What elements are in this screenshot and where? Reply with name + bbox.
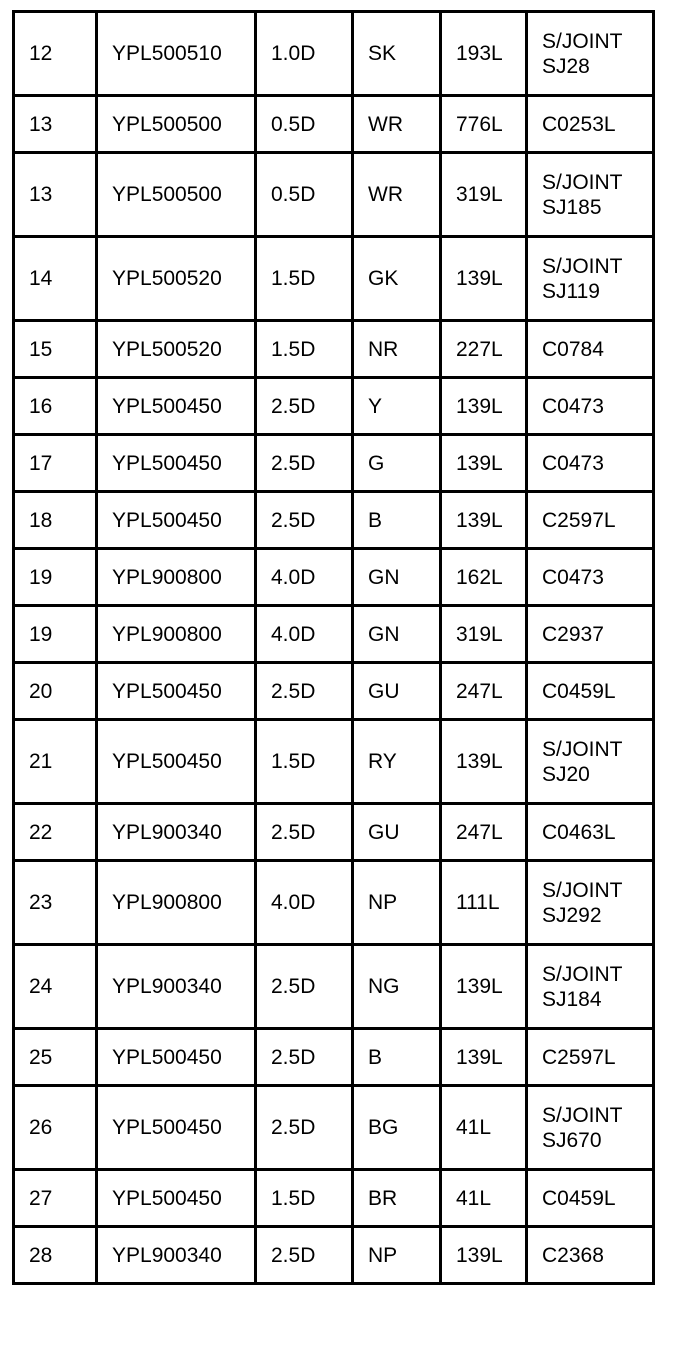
cell-destination [527,1029,654,1086]
cell-destination [527,663,654,720]
cell-wire-color: NP [353,1227,441,1284]
cell-part-number: YPL500450 [97,663,256,720]
cell-wire-length: 41L [441,1086,527,1170]
destination-line: C0473 [542,565,604,589]
destination-line: C0253L [542,112,616,136]
destination-line: SJ20 [542,762,590,786]
cell-wire-size: 2.5D [256,663,353,720]
cell-wire-size: 1.5D [256,237,353,321]
cell-wire-size: 4.0D [256,606,353,663]
cell-wire-color: WR [353,96,441,153]
cell-wire-length: 162L [441,549,527,606]
table-row [14,945,654,1029]
wire-list-table [12,10,655,1285]
destination-line: SJ184 [542,987,602,1011]
cell-destination [527,492,654,549]
destination-line: S/JOINT [542,1103,623,1127]
cell-destination [527,549,654,606]
cell-destination [527,1086,654,1170]
cell-circuit-number: 14 [14,237,97,321]
destination-line: C0784 [542,337,604,361]
cell-wire-size: 2.5D [256,1029,353,1086]
destination-line: SJ670 [542,1128,602,1152]
cell-wire-length: 193L [441,12,527,96]
cell-wire-length: 111L [441,861,527,945]
table-row [14,237,654,321]
cell-circuit-number: 18 [14,492,97,549]
cell-wire-color: BR [353,1170,441,1227]
destination-line: C2368 [542,1243,604,1267]
cell-destination [527,12,654,96]
cell-part-number: YPL900800 [97,861,256,945]
cell-wire-color: RY [353,720,441,804]
cell-wire-size: 2.5D [256,945,353,1029]
cell-wire-color: G [353,435,441,492]
cell-part-number: YPL900800 [97,606,256,663]
table-row [14,720,654,804]
table-row [14,861,654,945]
cell-wire-color: NG [353,945,441,1029]
destination-line: C2937 [542,622,604,646]
table-row [14,1170,654,1227]
cell-part-number: YPL500520 [97,237,256,321]
cell-circuit-number: 25 [14,1029,97,1086]
cell-part-number: YPL500450 [97,1086,256,1170]
cell-destination [527,96,654,153]
cell-part-number: YPL500520 [97,321,256,378]
cell-circuit-number: 16 [14,378,97,435]
cell-part-number: YPL500500 [97,96,256,153]
table-row [14,1086,654,1170]
table-row [14,153,654,237]
cell-circuit-number: 19 [14,549,97,606]
destination-line: C0473 [542,451,604,475]
table-row [14,1227,654,1284]
cell-wire-length: 319L [441,606,527,663]
table-row [14,606,654,663]
cell-circuit-number: 12 [14,12,97,96]
table-row [14,804,654,861]
cell-destination [527,321,654,378]
cell-wire-size: 2.5D [256,1227,353,1284]
cell-circuit-number: 23 [14,861,97,945]
cell-wire-length: 139L [441,945,527,1029]
cell-circuit-number: 26 [14,1086,97,1170]
cell-part-number: YPL500510 [97,12,256,96]
destination-line: C0459L [542,1186,616,1210]
cell-circuit-number: 21 [14,720,97,804]
cell-part-number: YPL500450 [97,492,256,549]
cell-circuit-number: 22 [14,804,97,861]
cell-circuit-number: 17 [14,435,97,492]
cell-wire-color: GK [353,237,441,321]
cell-part-number: YPL500500 [97,153,256,237]
table-row [14,378,654,435]
cell-circuit-number: 28 [14,1227,97,1284]
cell-wire-size: 1.5D [256,720,353,804]
cell-wire-size: 2.5D [256,492,353,549]
cell-part-number: YPL500450 [97,378,256,435]
table-row [14,1029,654,1086]
cell-wire-color: WR [353,153,441,237]
cell-wire-color: Y [353,378,441,435]
cell-wire-size: 2.5D [256,1086,353,1170]
table-row [14,96,654,153]
destination-line: S/JOINT [542,254,623,278]
cell-wire-size: 2.5D [256,378,353,435]
destination-line: SJ28 [542,54,590,78]
cell-part-number: YPL500450 [97,720,256,804]
cell-wire-color: GU [353,663,441,720]
cell-wire-length: 139L [441,435,527,492]
cell-part-number: YPL900800 [97,549,256,606]
cell-wire-length: 139L [441,237,527,321]
destination-line: SJ119 [542,279,600,303]
table-row [14,12,654,96]
cell-part-number: YPL900340 [97,804,256,861]
destination-line: S/JOINT [542,29,623,53]
cell-part-number: YPL900340 [97,1227,256,1284]
cell-wire-color: SK [353,12,441,96]
cell-wire-length: 41L [441,1170,527,1227]
cell-wire-length: 247L [441,804,527,861]
cell-destination [527,378,654,435]
cell-wire-color: GN [353,606,441,663]
cell-destination [527,720,654,804]
cell-circuit-number: 15 [14,321,97,378]
cell-part-number: YPL500450 [97,1170,256,1227]
cell-wire-size: 0.5D [256,153,353,237]
cell-circuit-number: 13 [14,153,97,237]
cell-part-number: YPL500450 [97,435,256,492]
destination-line: S/JOINT [542,170,623,194]
cell-wire-color: B [353,1029,441,1086]
cell-wire-length: 139L [441,1227,527,1284]
cell-circuit-number: 19 [14,606,97,663]
cell-destination [527,606,654,663]
cell-part-number: YPL900340 [97,945,256,1029]
cell-wire-length: 139L [441,720,527,804]
cell-part-number: YPL500450 [97,1029,256,1086]
cell-wire-color: NP [353,861,441,945]
cell-destination [527,237,654,321]
cell-wire-length: 227L [441,321,527,378]
cell-wire-size: 1.5D [256,1170,353,1227]
cell-destination [527,1170,654,1227]
cell-destination [527,804,654,861]
table-row [14,549,654,606]
table-row [14,663,654,720]
cell-destination [527,861,654,945]
cell-wire-color: BG [353,1086,441,1170]
cell-wire-length: 139L [441,378,527,435]
cell-destination [527,945,654,1029]
cell-wire-color: NR [353,321,441,378]
cell-wire-length: 139L [441,492,527,549]
destination-line: C0473 [542,394,604,418]
destination-line: SJ185 [542,195,602,219]
destination-line: S/JOINT [542,878,623,902]
cell-wire-color: GN [353,549,441,606]
destination-line: C0463L [542,820,616,844]
table-body [14,12,654,1284]
cell-wire-color: B [353,492,441,549]
cell-wire-size: 1.0D [256,12,353,96]
cell-circuit-number: 27 [14,1170,97,1227]
destination-line: S/JOINT [542,962,623,986]
table-row [14,492,654,549]
cell-wire-size: 2.5D [256,435,353,492]
table-row [14,435,654,492]
cell-wire-color: GU [353,804,441,861]
cell-wire-length: 247L [441,663,527,720]
destination-line: C0459L [542,679,616,703]
cell-circuit-number: 13 [14,96,97,153]
destination-line: S/JOINT [542,737,623,761]
destination-line: SJ292 [542,903,602,927]
cell-wire-length: 139L [441,1029,527,1086]
cell-destination [527,1227,654,1284]
destination-line: C2597L [542,508,616,532]
cell-destination [527,435,654,492]
destination-line: C2597L [542,1045,616,1069]
cell-destination [527,153,654,237]
table-row [14,321,654,378]
cell-wire-size: 4.0D [256,549,353,606]
cell-wire-size: 0.5D [256,96,353,153]
cell-wire-size: 4.0D [256,861,353,945]
cell-wire-length: 319L [441,153,527,237]
cell-circuit-number: 20 [14,663,97,720]
cell-wire-length: 776L [441,96,527,153]
cell-wire-size: 1.5D [256,321,353,378]
cell-circuit-number: 24 [14,945,97,1029]
cell-wire-size: 2.5D [256,804,353,861]
